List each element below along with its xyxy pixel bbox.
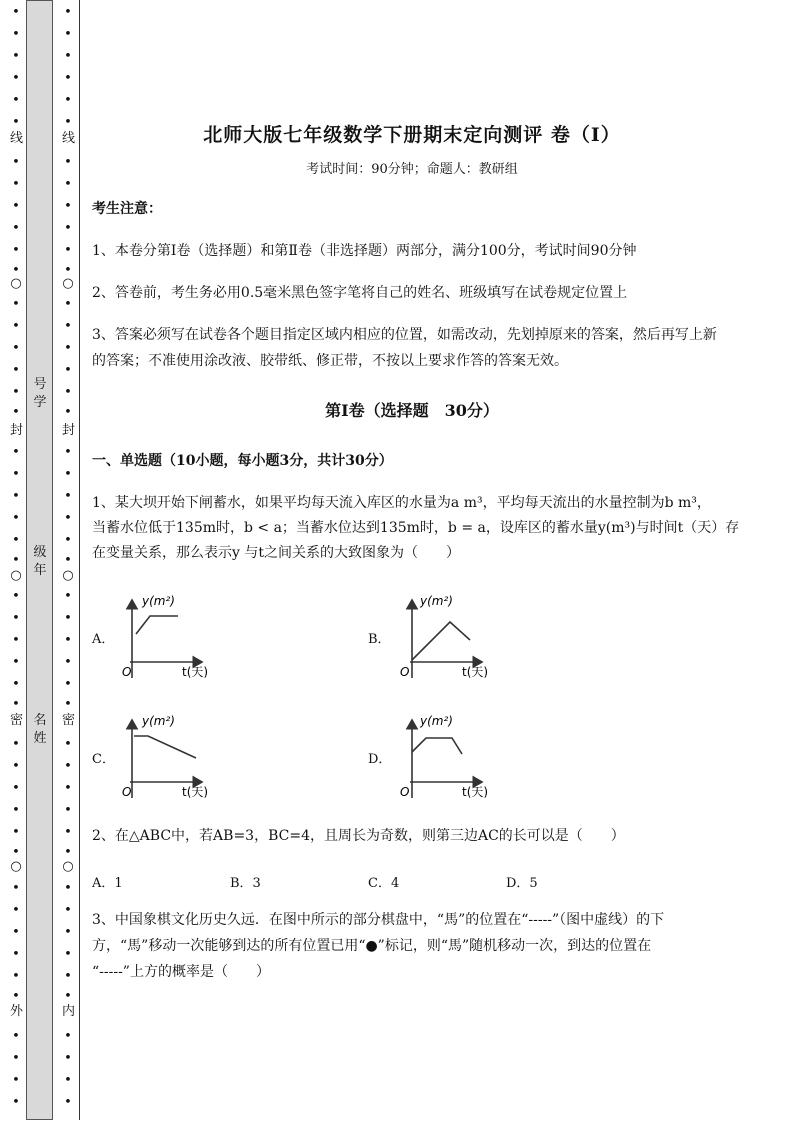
left-margin-mark: ○	[10, 568, 22, 583]
question-3-line: 3、中国象棋文化历史久远．在图中所示的部分棋盘中，“馬”的位置在“-----”（图中虚线）的下	[92, 912, 665, 928]
right-margin-mark: 内	[62, 1004, 76, 1019]
part-heading: 一、单选题（10小题，每小题3分，共计30分）	[92, 453, 393, 469]
graph-b-x-label: t(天)	[462, 665, 489, 679]
option-c-label: C．	[92, 752, 115, 767]
left-margin-mark: ○	[10, 276, 22, 291]
q2-option-b: B．3	[230, 876, 261, 891]
graph-d-curve	[412, 738, 462, 754]
right-margin-mark: ○	[62, 859, 74, 874]
exam-subtitle: 考试时间：90分钟；命题人：教研组	[306, 162, 518, 177]
graph-d-x-label: t(天)	[462, 785, 489, 799]
graph-b-origin: O	[400, 665, 410, 679]
right-binding-margin: • • • • • • 线 • • • • • • ○ • • • • • • 封 • • • • • • ○ • • • • • • 密 • • • • • • ○ • • • • • • 内 • • • •	[62, 5, 76, 1110]
right-margin-mark: 密	[62, 713, 76, 728]
left-margin-mark: 线	[10, 131, 24, 146]
right-margin-mark: ○	[62, 568, 74, 583]
question-1-line: 在变量关系，那么表示y 与t之间关系的大致图象为（ ）	[92, 545, 460, 561]
student-number-label: 号学	[33, 377, 47, 410]
graph-c-x-label: t(天)	[182, 785, 209, 799]
q2-option-c: C．4	[368, 876, 400, 891]
graph-a-origin: O	[122, 665, 132, 679]
graph-c-curve	[134, 736, 196, 758]
left-margin-mark: 密	[10, 713, 24, 728]
graph-a-x-label: t(天)	[182, 665, 209, 679]
left-margin-mark: 外	[10, 1004, 24, 1019]
graph-c-origin: O	[122, 785, 132, 799]
option-b-label: B．	[368, 632, 391, 647]
notice-item: 2、答卷前，考生务必用0.5毫米黑色签字笔将自己的姓名、班级填写在试卷规定位置上	[92, 285, 628, 301]
graph-b-curve	[412, 622, 470, 660]
notice-item: 的答案；不准使用涂改液、胶带纸、修正带，不按以上要求作答的答案无效。	[92, 353, 568, 369]
grade-label: 级年	[33, 545, 47, 578]
left-margin-mark: ○	[10, 859, 22, 874]
left-margin-mark: 封	[10, 423, 24, 438]
option-a-label: A．	[92, 632, 115, 647]
graph-d	[390, 708, 500, 808]
graph-c-y-label: y(m²)	[142, 714, 175, 728]
q2-option-a: A．1	[92, 876, 123, 891]
graph-b-y-label: y(m²)	[420, 594, 453, 608]
binding-rule	[79, 0, 80, 1120]
graph-a-curve	[136, 616, 178, 634]
question-1-line: 当蓄水位低于135m时，b < a；当蓄水位达到135m时，b = a，设库区的蓄水量y(m³)与时间t（天）存	[92, 520, 740, 536]
graph-a	[110, 588, 220, 688]
option-d-label: D．	[368, 752, 392, 767]
right-margin-mark: 封	[62, 423, 76, 438]
question-3-line: “-----”上方的概率是（ ）	[92, 964, 270, 980]
notice-item: 1、本卷分第Ⅰ卷（选择题）和第Ⅱ卷（非选择题）两部分，满分100分，考试时间90分钟	[92, 243, 637, 259]
graph-a-y-label: y(m²)	[142, 594, 175, 608]
name-label: 名姓	[33, 713, 47, 746]
notice-heading: 考生注意：	[92, 201, 162, 217]
question-3-line: 方，“馬”移动一次能够到达的所有位置已用“●”标记，则“馬”随机移动一次，到达的位置在	[92, 938, 652, 954]
notice-item: 3、答案必须写在试卷各个题目指定区域内相应的位置，如需改动，先划掉原来的答案，然后再写上新	[92, 327, 717, 343]
graph-b	[390, 588, 500, 688]
graph-d-origin: O	[400, 785, 410, 799]
left-binding-margin: • • • • • • 线 • • • • • • ○ • • • • • • 封 • • • • • • ○ • • • • • • 密 • • • • • • ○ • • • • • • 外 • • • •	[10, 5, 24, 1110]
question-1-line: 1、某大坝开始下闸蓄水，如果平均每天流入库区的水量为a m³，平均每天流出的水量控制为b m³，	[92, 495, 711, 511]
graph-d-y-label: y(m²)	[420, 714, 453, 728]
right-margin-mark: ○	[62, 276, 74, 291]
question-2-text: 2、在△ABC中，若AB=3，BC=4，且周长为奇数，则第三边AC的长可以是（ ）	[92, 828, 625, 844]
q2-option-d: D．5	[506, 876, 538, 891]
page-title: 北师大版七年级数学下册期末定向测评 卷（Ⅰ）	[203, 124, 621, 146]
right-margin-mark: 线	[62, 131, 76, 146]
section-title: 第Ⅰ卷（选择题 30分）	[325, 401, 499, 420]
graph-c	[110, 708, 220, 808]
